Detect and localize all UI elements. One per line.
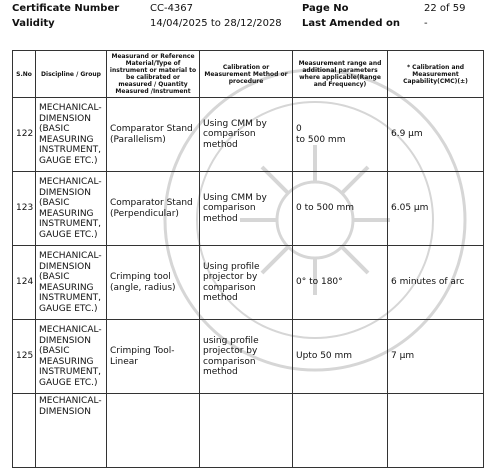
cell-sno <box>13 394 36 468</box>
last-amended-label: Last Amended on <box>302 18 400 29</box>
column-header-method: Calibration or Measurement Method or procedure <box>200 51 293 98</box>
cell-discipline: MECHANICAL-DIMENSION (BASIC MEASURING INSTRUMENT, GAUGE ETC.) <box>36 98 107 172</box>
validity-label: Validity <box>12 18 55 29</box>
cell-discipline: MECHANICAL-DIMENSION (BASIC MEASURING INSTRUMENT, GAUGE ETC.) <box>36 320 107 394</box>
cell-discipline: MECHANICAL-DIMENSION <box>36 394 107 468</box>
cell-cmc <box>388 394 484 468</box>
cell-cmc: 6.05 µm <box>388 172 484 246</box>
cell-cmc: 6.9 µm <box>388 98 484 172</box>
column-header-range: Measurement range and additional parameters where applicable(Range and Frequency) <box>293 51 388 98</box>
cell-method: Using CMM by comparison method <box>200 98 293 172</box>
cell-sno: 125 <box>13 320 36 394</box>
scope-table <box>12 50 484 468</box>
cell-cmc: 7 µm <box>388 320 484 394</box>
cell-sno: 124 <box>13 246 36 320</box>
column-header-cmc: * Calibration and Measurement Capability(CMC)(±) <box>388 51 484 98</box>
table-row <box>13 246 484 320</box>
cell-range: Upto 50 mm <box>293 320 388 394</box>
last-amended-value: - <box>424 18 428 29</box>
cell-measurand <box>107 394 200 468</box>
cell-method: Using CMM by comparison method <box>200 172 293 246</box>
cell-measurand: Comparator Stand (Parallelism) <box>107 98 200 172</box>
table-row <box>13 98 484 172</box>
cell-measurand: Comparator Stand (Perpendicular) <box>107 172 200 246</box>
cell-range: 0 to 500 mm <box>293 98 388 172</box>
certificate-number-value: CC-4367 <box>150 3 194 14</box>
page-no-value: 22 of 59 <box>424 3 466 14</box>
cell-method <box>200 394 293 468</box>
cell-cmc: 6 minutes of arc <box>388 246 484 320</box>
validity-value: 14/04/2025 to 28/12/2028 <box>150 18 282 29</box>
page-no-label: Page No <box>302 3 349 14</box>
cell-range: 0° to 180° <box>293 246 388 320</box>
cell-range: 0 to 500 mm <box>293 172 388 246</box>
cell-discipline: MECHANICAL-DIMENSION (BASIC MEASURING INSTRUMENT, GAUGE ETC.) <box>36 172 107 246</box>
cell-method: Using profile projector by comparison method <box>200 246 293 320</box>
certificate-number-label: Certificate Number <box>12 3 120 14</box>
cell-range <box>293 394 388 468</box>
column-header-measurand: Measurand or Reference Material/Type of instrument or material to be calibrated or measured / Quantity Measured /Instrument <box>107 51 200 98</box>
table-row <box>13 320 484 394</box>
cell-method: using profile projector by comparison method <box>200 320 293 394</box>
cell-measurand: Crimping tool (angle, radius) <box>107 246 200 320</box>
column-header-discipline: Discipline / Group <box>36 51 107 98</box>
table-header-row <box>13 51 484 98</box>
cell-discipline: MECHANICAL-DIMENSION (BASIC MEASURING INSTRUMENT, GAUGE ETC.) <box>36 246 107 320</box>
cell-sno: 123 <box>13 172 36 246</box>
table-row <box>13 394 484 468</box>
column-header-sno: S.No <box>13 51 36 98</box>
table-row <box>13 172 484 246</box>
cell-measurand: Crimping Tool-Linear <box>107 320 200 394</box>
cell-sno: 122 <box>13 98 36 172</box>
